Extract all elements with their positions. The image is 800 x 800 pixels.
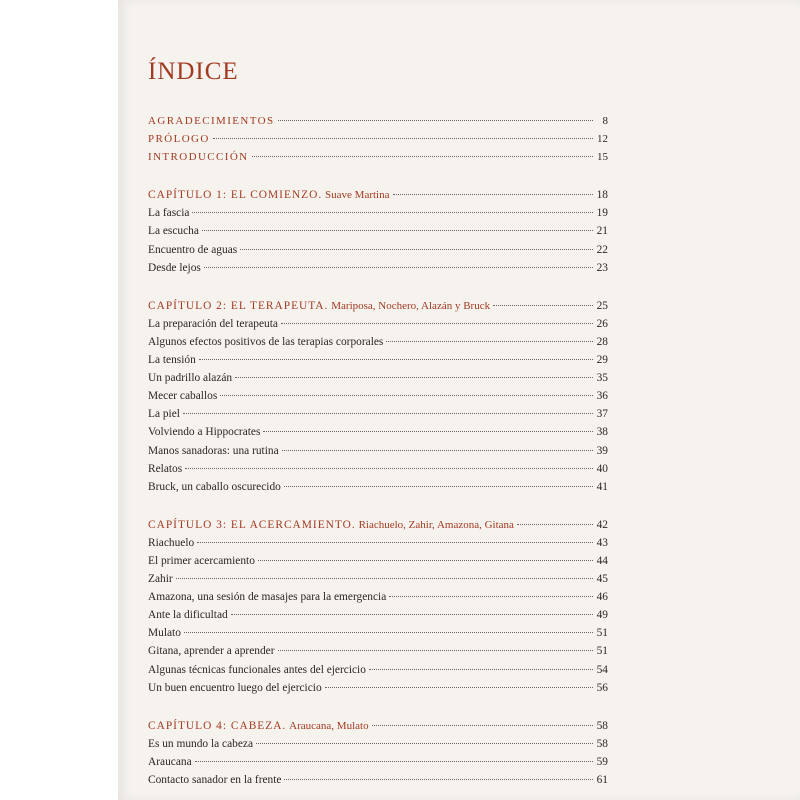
toc-page-number: 26 bbox=[596, 317, 608, 330]
toc-entry-label: Riachuelo bbox=[148, 536, 195, 549]
toc-entry-label: Algunos efectos positivos de las terapias corporales bbox=[148, 335, 384, 348]
toc-entry-label: Volviendo a Hippocrates bbox=[148, 426, 261, 439]
toc-entry bbox=[148, 624, 608, 642]
toc-entry bbox=[148, 642, 608, 660]
chapter-heading bbox=[148, 717, 608, 735]
toc-page-number: 42 bbox=[596, 518, 608, 531]
dot-leader bbox=[235, 377, 593, 378]
toc-entry-label: La fascia bbox=[148, 207, 190, 220]
toc-entry bbox=[148, 387, 608, 405]
dot-leader bbox=[278, 120, 593, 121]
dot-leader bbox=[195, 761, 593, 762]
toc-entry-label: La tensión bbox=[148, 354, 196, 367]
toc-entry-label: Es un mundo la cabeza bbox=[148, 737, 254, 750]
toc-entry-label: Manos sanadoras: una rutina bbox=[148, 444, 279, 457]
toc-entry bbox=[148, 534, 608, 552]
chapter-subtitle: Suave Martina bbox=[325, 189, 390, 202]
toc-entry-label: Bruck, un caballo oscurecido bbox=[148, 480, 281, 493]
toc-entry-label: Araucana bbox=[148, 755, 192, 768]
dot-leader bbox=[369, 669, 593, 670]
toc-entry bbox=[148, 204, 608, 222]
toc-entry bbox=[148, 771, 608, 789]
toc-entry-label: Mecer caballos bbox=[148, 390, 218, 403]
toc-entry-label: PRÓLOGO bbox=[148, 133, 210, 146]
dot-leader bbox=[192, 212, 593, 213]
toc-entry bbox=[148, 351, 608, 369]
toc-entry bbox=[148, 442, 608, 460]
toc-page-number: 51 bbox=[596, 627, 608, 640]
dot-leader bbox=[284, 486, 593, 487]
toc-front-entry bbox=[148, 112, 608, 130]
toc-entry bbox=[148, 478, 608, 496]
toc-entry-label: La preparación del terapeuta bbox=[148, 317, 278, 330]
toc-entry bbox=[148, 661, 608, 679]
toc-page-number: 21 bbox=[596, 225, 608, 238]
toc-entry-label: La piel bbox=[148, 408, 180, 421]
dot-leader bbox=[493, 305, 593, 306]
dot-leader bbox=[252, 156, 593, 157]
chapter-subtitle: Araucana, Mulato bbox=[289, 719, 369, 732]
toc-page-number: 18 bbox=[596, 189, 608, 202]
book-page bbox=[118, 0, 800, 800]
toc-entry bbox=[148, 460, 608, 478]
toc-entry bbox=[148, 570, 608, 588]
toc-front-entry bbox=[148, 130, 608, 148]
chapter-heading bbox=[148, 297, 608, 315]
toc-entry bbox=[148, 405, 608, 423]
toc-entry-label: Zahir bbox=[148, 573, 173, 586]
dot-leader bbox=[185, 468, 593, 469]
toc-page-number: 41 bbox=[596, 480, 608, 493]
toc-page-number: 45 bbox=[596, 573, 608, 586]
toc-page-number: 28 bbox=[596, 335, 608, 348]
section-gap bbox=[148, 496, 608, 516]
toc-entry-label: Relatos bbox=[148, 462, 183, 475]
chapter-title: CAPÍTULO 2: EL TERAPEUTA. bbox=[148, 299, 329, 312]
page-title: ÍNDICE bbox=[148, 58, 239, 85]
toc-page-number: 40 bbox=[596, 462, 608, 475]
toc-entry bbox=[148, 753, 608, 771]
chapter-label bbox=[148, 186, 390, 204]
dot-leader bbox=[184, 632, 593, 633]
chapter-title: CAPÍTULO 4: CABEZA. bbox=[148, 719, 287, 732]
toc-entry bbox=[148, 369, 608, 387]
section-gap bbox=[148, 166, 608, 186]
toc-page-number: 8 bbox=[602, 115, 608, 127]
toc-page-number: 38 bbox=[596, 426, 608, 439]
toc-page-number: 37 bbox=[596, 408, 608, 421]
toc-page-number: 46 bbox=[596, 591, 608, 604]
toc-page-number: 58 bbox=[596, 737, 608, 750]
toc-page-number: 15 bbox=[597, 151, 608, 164]
toc-page-number: 58 bbox=[596, 719, 608, 732]
dot-leader bbox=[176, 578, 593, 579]
toc-entry bbox=[148, 423, 608, 441]
chapter-subtitle: Riachuelo, Zahir, Amazona, Gitana bbox=[358, 518, 514, 531]
chapter-heading bbox=[148, 186, 608, 204]
dot-leader bbox=[372, 725, 593, 726]
dot-leader bbox=[258, 560, 593, 561]
dot-leader bbox=[220, 395, 593, 396]
toc-entry-label: Gitana, aprender a aprender bbox=[148, 645, 275, 658]
dot-leader bbox=[282, 450, 593, 451]
chapter-heading bbox=[148, 516, 608, 534]
toc-entry bbox=[148, 552, 608, 570]
toc-entry-label: AGRADECIMIENTOS bbox=[148, 115, 275, 127]
toc-page-number: 56 bbox=[596, 681, 608, 694]
dot-leader bbox=[517, 524, 593, 525]
chapter-label bbox=[148, 717, 369, 735]
toc-entry bbox=[148, 735, 608, 753]
toc-page-number: 25 bbox=[596, 299, 608, 312]
toc-entry-label: Un padrillo alazán bbox=[148, 372, 233, 385]
dot-leader bbox=[240, 249, 593, 250]
dot-leader bbox=[231, 614, 593, 615]
toc-page-number: 43 bbox=[596, 536, 608, 549]
toc-page-number: 22 bbox=[596, 243, 608, 256]
toc-entry-label: Desde lejos bbox=[148, 261, 201, 274]
dot-leader bbox=[199, 359, 593, 360]
dot-leader bbox=[197, 542, 593, 543]
toc-page-number: 36 bbox=[596, 390, 608, 403]
toc-page-number: 61 bbox=[596, 774, 608, 786]
toc-entry bbox=[148, 333, 608, 351]
dot-leader bbox=[204, 267, 593, 268]
dot-leader bbox=[281, 323, 593, 324]
dot-leader bbox=[278, 650, 594, 651]
chapter-label bbox=[148, 297, 490, 315]
section-gap bbox=[148, 697, 608, 717]
toc-page-number: 44 bbox=[596, 554, 608, 567]
dot-leader bbox=[183, 413, 593, 414]
toc-page-number: 54 bbox=[596, 663, 608, 676]
toc-entry bbox=[148, 259, 608, 277]
table-of-contents bbox=[148, 112, 608, 789]
toc-page-number: 49 bbox=[596, 609, 608, 622]
toc-entry-label: Amazona, una sesión de masajes para la emergencia bbox=[148, 591, 387, 604]
toc-entry-label: Un buen encuentro luego del ejercicio bbox=[148, 681, 322, 694]
dot-leader bbox=[393, 194, 594, 195]
chapter-title: CAPÍTULO 3: EL ACERCAMIENTO. bbox=[148, 518, 356, 531]
toc-entry-label: El primer acercamiento bbox=[148, 554, 255, 567]
dot-leader bbox=[256, 743, 593, 744]
dot-leader bbox=[389, 596, 593, 597]
chapter-subtitle: Mariposa, Nochero, Alazán y Bruck bbox=[331, 299, 491, 312]
toc-page-number: 19 bbox=[596, 207, 608, 220]
dot-leader bbox=[202, 230, 593, 231]
chapter-title: CAPÍTULO 1: EL COMIENZO. bbox=[148, 189, 323, 202]
toc-entry bbox=[148, 679, 608, 697]
section-gap bbox=[148, 277, 608, 297]
toc-entry bbox=[148, 588, 608, 606]
toc-entry-label: INTRODUCCIÓN bbox=[148, 151, 249, 164]
toc-entry bbox=[148, 222, 608, 240]
dot-leader bbox=[213, 138, 593, 139]
dot-leader bbox=[263, 431, 593, 432]
toc-entry bbox=[148, 606, 608, 624]
toc-entry bbox=[148, 241, 608, 259]
toc-page-number: 35 bbox=[596, 372, 608, 385]
dot-leader bbox=[325, 687, 593, 688]
toc-page-number: 29 bbox=[596, 354, 608, 367]
toc-entry-label: Encuentro de aguas bbox=[148, 243, 238, 256]
toc-page-number: 51 bbox=[596, 645, 608, 658]
toc-entry-label: Contacto sanador en la frente bbox=[148, 774, 282, 786]
chapter-label bbox=[148, 516, 514, 534]
toc-front-entry bbox=[148, 148, 608, 166]
toc-entry bbox=[148, 315, 608, 333]
toc-entry-label: Algunas técnicas funcionales antes del ejercicio bbox=[148, 663, 366, 676]
toc-page-number: 39 bbox=[596, 444, 608, 457]
toc-entry-label: Ante la dificultad bbox=[148, 609, 228, 622]
toc-page-number: 12 bbox=[597, 133, 608, 146]
dot-leader bbox=[386, 341, 593, 342]
toc-entry-label: La escucha bbox=[148, 225, 199, 238]
toc-entry-label: Mulato bbox=[148, 627, 181, 640]
toc-page-number: 59 bbox=[596, 755, 608, 768]
dot-leader bbox=[284, 779, 593, 780]
toc-page-number: 23 bbox=[596, 261, 608, 274]
